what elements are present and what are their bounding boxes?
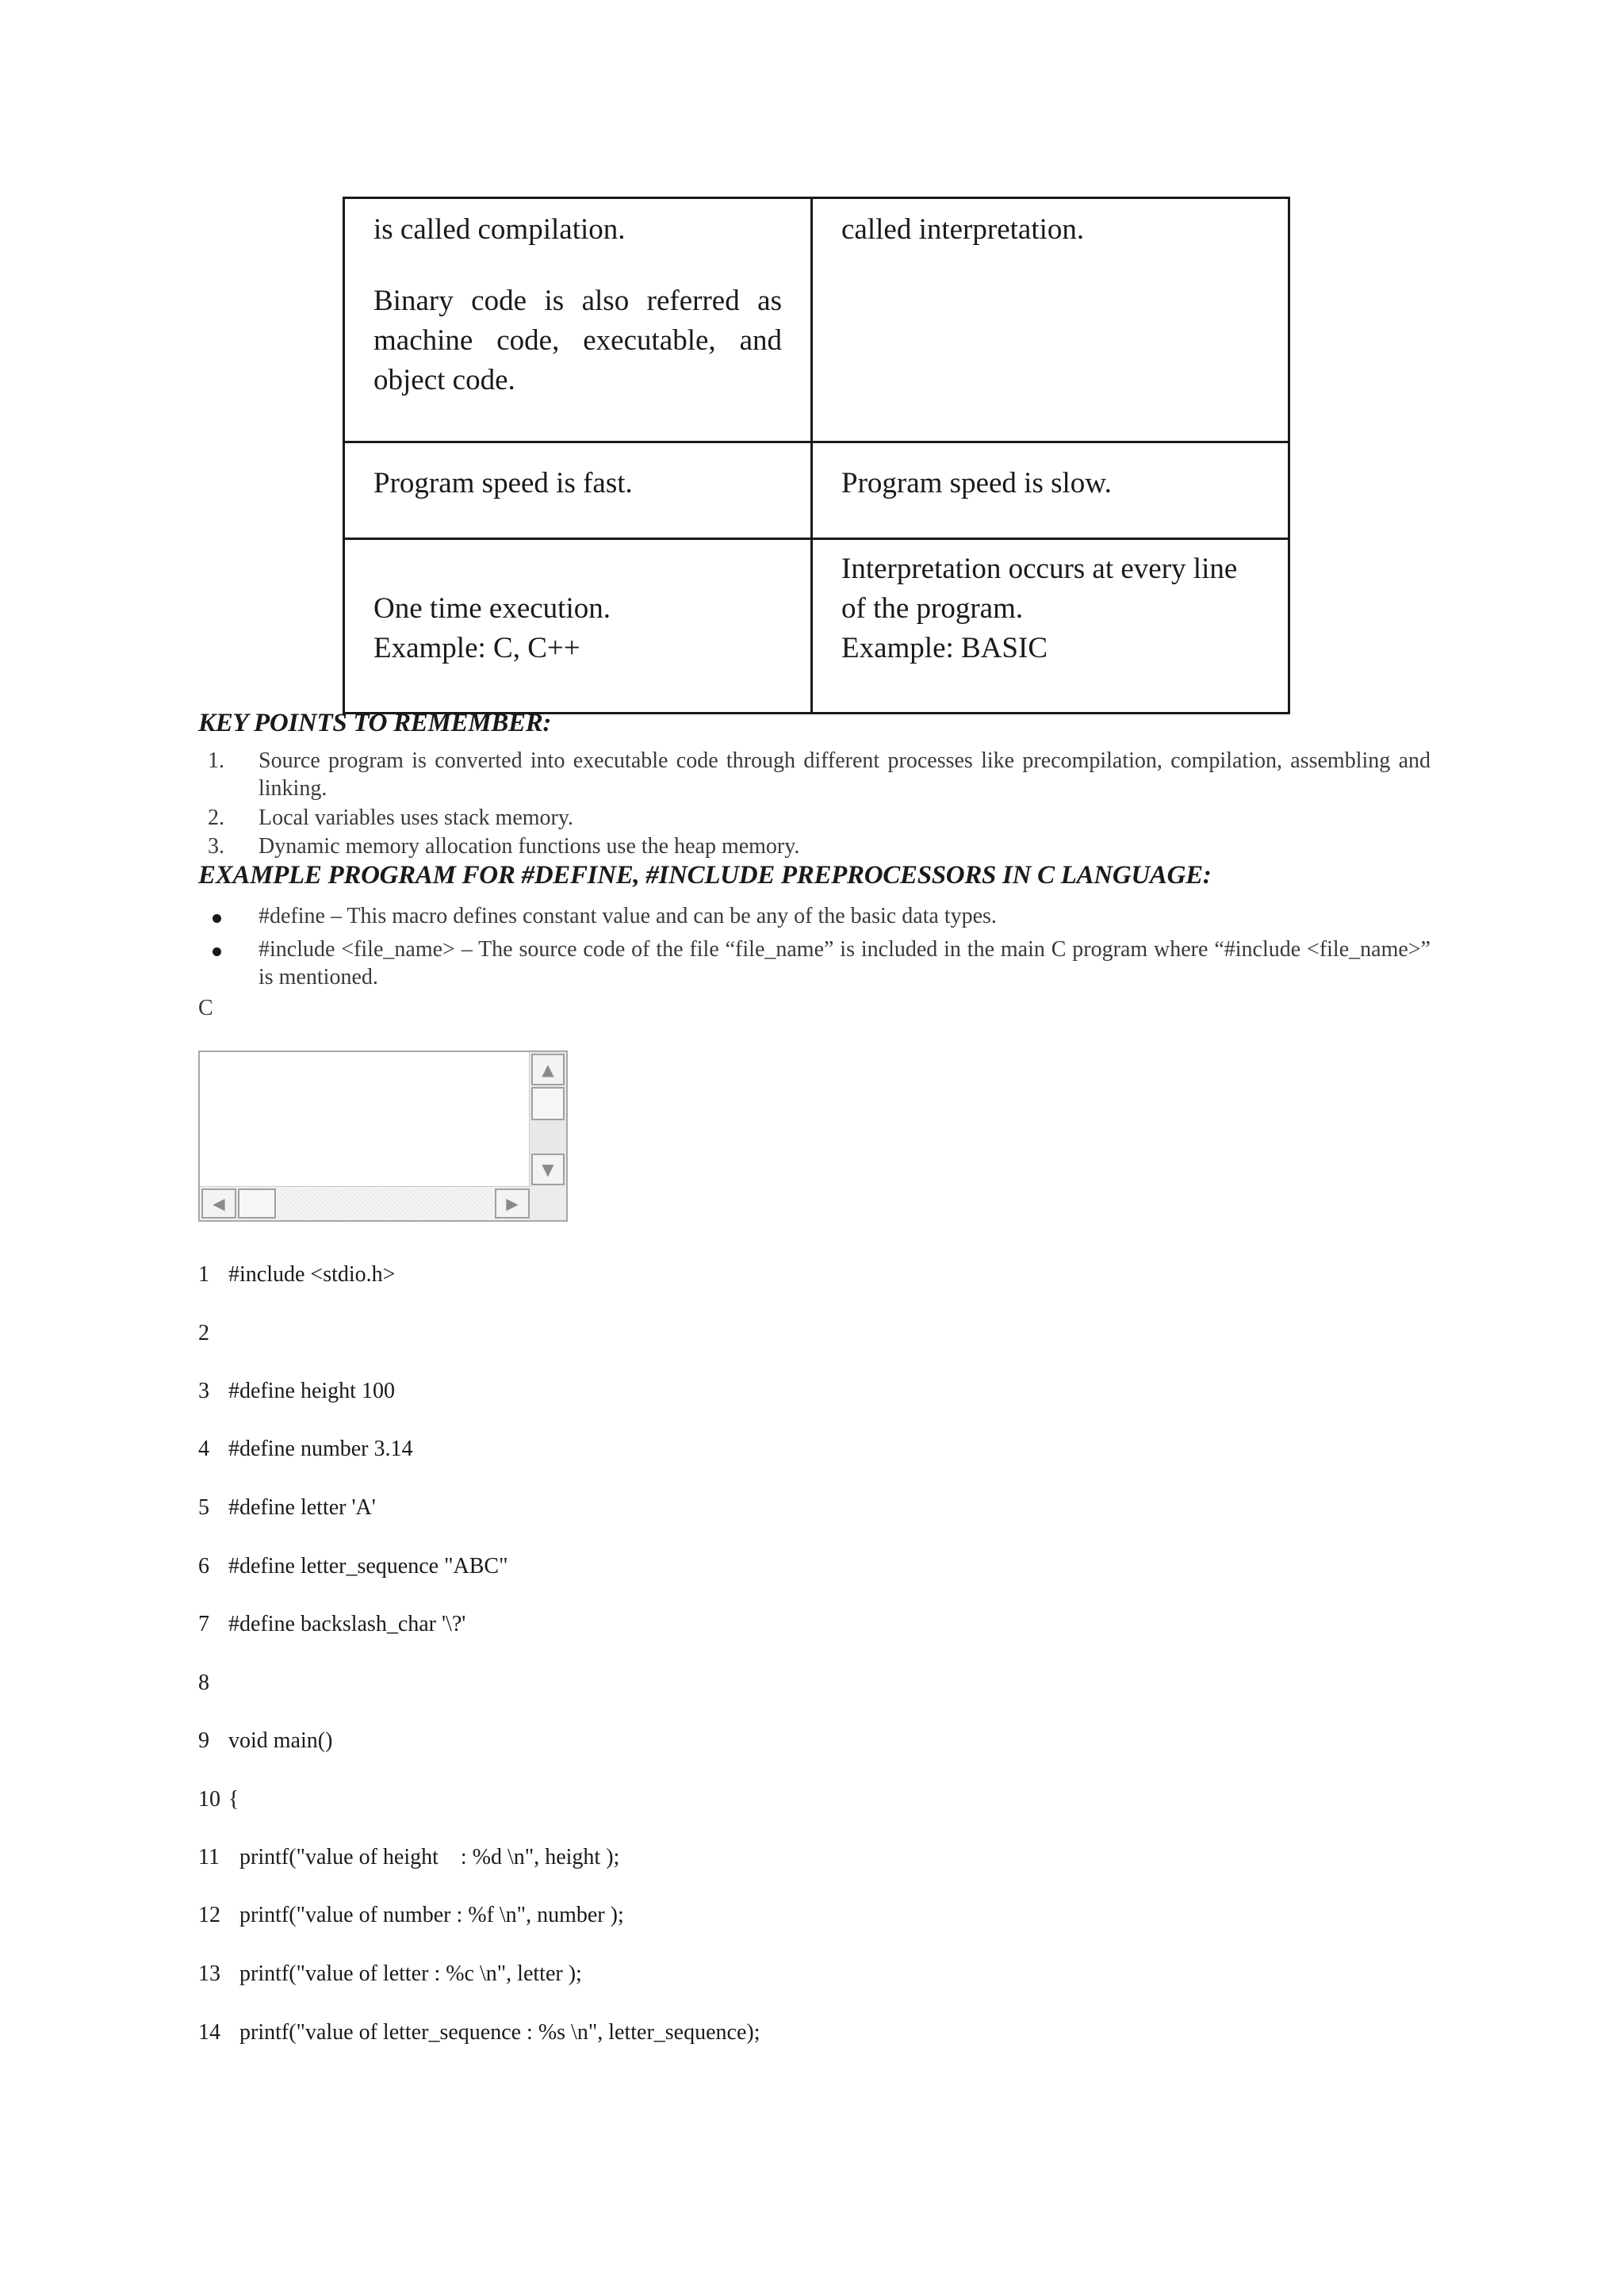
code-text: printf("value of number : %f \n", number ); [228,1903,624,1927]
scroll-left-icon[interactable]: ◀ [201,1188,236,1219]
list-item: Dynamic memory allocation functions use the heap memory. [259,834,800,859]
line-number: 10 [198,1787,220,1812]
cell-text: Program speed is slow. [841,467,1112,499]
code-line [198,1961,582,1987]
code-embed-box[interactable] [198,1050,568,1222]
cell-text: One time execution. [373,592,611,625]
cell-text: called interpretation. [841,213,1085,246]
code-line [198,2020,760,2045]
cell-text: Binary code is also referred as machine code, executable, and object code. [373,285,782,396]
list-number: 1. [208,748,224,773]
table-row [344,198,1289,442]
vertical-scrollbar[interactable] [529,1052,566,1188]
line-number: 14 [198,2020,220,2045]
key-points-heading: KEY POINTS TO REMEMBER: [198,709,552,737]
line-number: 6 [198,1554,209,1578]
code-line [198,1379,395,1404]
cell-text: is called compilation. [373,213,626,246]
code-text: printf("value of height : %d \n", height ); [228,1845,620,1869]
list-item: #define – This macro defines constant value and can be any of the basic data types. [259,904,997,928]
code-line [198,1612,465,1637]
line-number: 9 [198,1728,209,1753]
example-heading: EXAMPLE PROGRAM FOR #DEFINE, #INCLUDE PREPROCESSORS IN C LANGUAGE: [198,861,1212,890]
list-number: 2. [208,806,224,830]
code-line [198,1321,228,1346]
vertical-scroll-thumb[interactable] [531,1087,565,1120]
table-cell-compiler [344,539,812,714]
horizontal-scroll-thumb[interactable] [238,1188,276,1219]
code-text: printf("value of letter : %c \n", letter ); [228,1961,582,1986]
table-cell-interpreter [812,539,1289,714]
scroll-down-icon[interactable]: ▼ [531,1154,565,1185]
code-line [198,1262,395,1288]
line-number: 4 [198,1437,209,1461]
code-text: #define height 100 [228,1379,395,1403]
table-row [344,539,1289,714]
scroll-corner [530,1187,566,1220]
line-number: 8 [198,1670,209,1695]
code-line [198,1670,228,1696]
code-line [198,1437,413,1462]
code-text: #define number 3.14 [228,1437,413,1461]
line-number: 13 [198,1961,220,1986]
scroll-right-icon[interactable]: ▶ [495,1188,530,1219]
cell-text: Program speed is fast. [373,467,633,499]
cell-text: Example: C, C++ [373,632,580,664]
list-item: #include <file_name> – The source code of the file “file_name” is included in the main C program where “#include <file_name>” is mentioned. [259,937,1431,989]
list-item: Local variables uses stack memory. [259,806,574,830]
code-line [198,1845,619,1870]
line-number: 2 [198,1321,209,1345]
language-label: C [198,996,213,1020]
list-number: 3. [208,834,224,859]
line-number: 11 [198,1845,220,1869]
scroll-up-icon[interactable]: ▲ [531,1054,565,1085]
comparison-table [343,197,1290,714]
horizontal-scrollbar[interactable] [200,1186,531,1220]
code-text: #include <stdio.h> [228,1262,396,1287]
code-text: void main() [228,1728,333,1753]
code-text: { [228,1787,239,1812]
code-text: #define letter_sequence "ABC" [228,1554,508,1578]
code-line [198,1495,376,1521]
line-number: 7 [198,1612,209,1636]
bullet-icon [213,914,221,923]
code-text: printf("value of letter_sequence : %s \n", letter_sequence); [228,2020,760,2045]
code-text: #define backslash_char '\?' [228,1612,466,1636]
list-item: Source program is converted into executable code through different processes like precompilation, compilation, assembling and linking. [259,748,1431,801]
table-row [344,442,1289,539]
bullet-icon [213,947,221,956]
cell-text: Interpretation occurs at every line of the program. [841,553,1238,625]
table-cell-compiler [344,442,812,539]
code-line [198,1554,508,1579]
table-cell-interpreter [812,442,1289,539]
table-cell-interpreter [812,198,1289,442]
code-line [198,1787,239,1812]
line-number: 5 [198,1495,209,1520]
line-number: 12 [198,1903,220,1927]
line-number: 3 [198,1379,209,1403]
code-line [198,1728,332,1754]
line-number: 1 [198,1262,209,1287]
code-line [198,1903,624,1928]
code-text: #define letter 'A' [228,1495,376,1520]
table-cell-compiler [344,198,812,442]
cell-text: Example: BASIC [841,632,1048,664]
